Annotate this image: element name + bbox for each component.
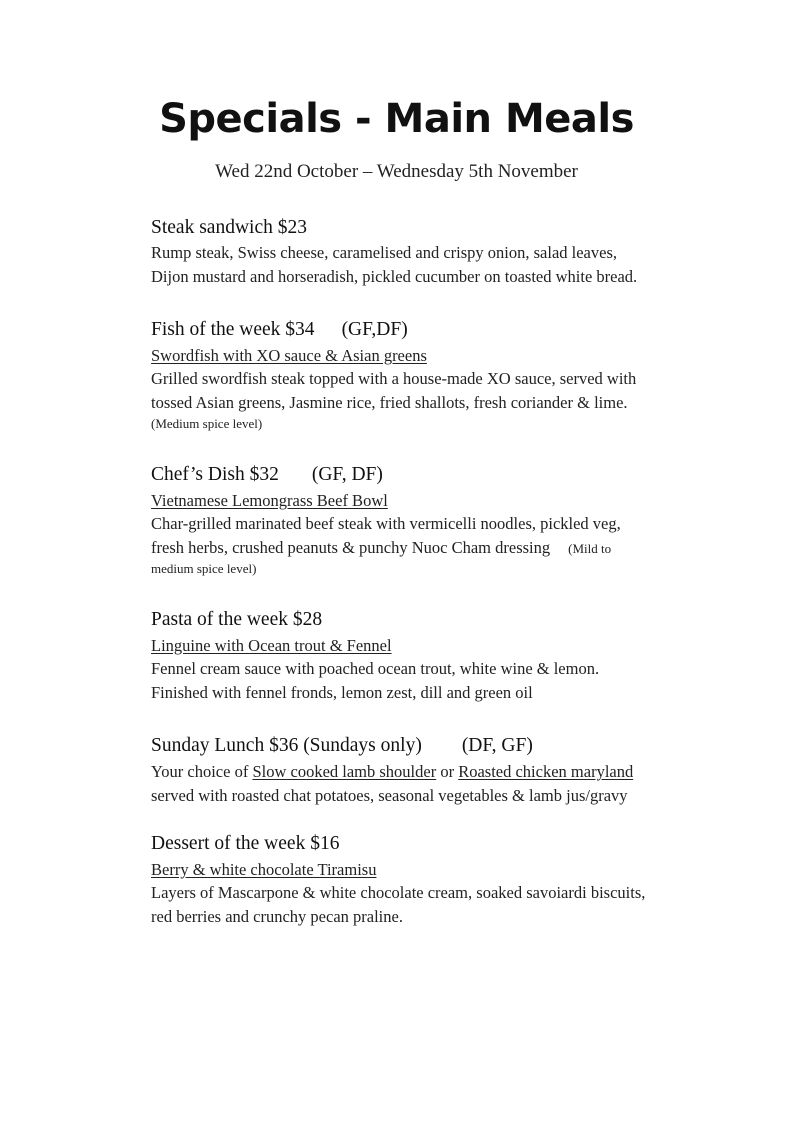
section-description [151,657,731,704]
section-description [151,512,731,560]
section-description [151,367,731,414]
section-steak-sandwich [151,216,731,288]
description-line [151,760,731,784]
description-line: tossed Asian greens, Jasmine rice, fried shallots, fresh coriander & lime. [151,392,628,412]
section-heading [151,463,731,487]
spice-level-note: (Medium spice level) [151,416,263,431]
description-line: Layers of Mascarpone & white chocolate cream, soaked savoiardi biscuits, [151,883,646,902]
section-heading: Pasta of the week $28 [151,609,323,630]
section-fish-of-the-week [151,318,731,434]
heading-text: Chef’s Dish $32 [151,464,279,485]
option-chicken-maryland: Roasted chicken maryland [458,762,634,781]
section-heading [151,734,731,758]
section-pasta-of-the-week [151,608,731,704]
section-dessert-of-the-week [151,832,731,928]
heading-text: Fish of the week $34 [151,319,315,340]
dietary-tags: (GF,DF) [341,319,408,340]
spice-level-note-continued: medium spice level) [151,561,257,576]
dietary-tags: (DF, GF) [461,735,533,756]
description-line: Finished with fennel fronds, lemon zest, dill and green oil [151,682,533,702]
description-line: Rump steak, Swiss cheese, caramelised and crispy onion, salad leaves, [151,243,617,262]
heading-text: Sunday Lunch $36 (Sundays only) [151,735,422,756]
dish-name: Linguine with Ocean trout & Fennel [151,636,392,655]
option-lamb-shoulder: Slow cooked lamb shoulder [252,762,437,781]
description-text: fresh herbs, crushed peanuts & punchy Nuoc Cham dressing [151,537,551,557]
description-line: Grilled swordfish steak topped with a house-made XO sauce, served with [151,369,637,388]
section-description [151,241,731,288]
description-line: Char-grilled marinated beef steak with vermicelli noodles, pickled veg, [151,514,621,533]
description-text: Your choice of [151,762,253,781]
section-description [151,881,731,928]
section-heading: Dessert of the week $16 [151,833,340,854]
description-line: Dijon mustard and horseradish, pickled cucumber on toasted white bread. [151,266,638,286]
dish-name: Berry & white chocolate Tiramisu [151,860,377,879]
dietary-tags: (GF, DF) [311,464,383,485]
spice-level-note: (Mild to [568,540,612,556]
page-title: Specials - Main Meals [159,96,634,142]
description-line: served with roasted chat potatoes, seasonal vegetables & lamb jus/gravy [151,785,628,805]
description-line: Fennel cream sauce with poached ocean trout, white wine & lemon. [151,659,600,678]
section-chefs-dish [151,463,731,578]
dish-name: Swordfish with XO sauce & Asian greens [151,346,427,365]
section-description [151,760,731,807]
description-line [151,536,731,561]
dish-name: Vietnamese Lemongrass Beef Bowl [151,491,388,510]
description-text: or [436,762,459,781]
section-sunday-lunch [151,734,731,807]
date-range: Wed 22nd October – Wednesday 5th November [215,161,578,182]
section-heading [151,318,731,342]
section-heading: Steak sandwich $23 [151,217,307,238]
description-line: red berries and crunchy pecan praline. [151,906,403,926]
